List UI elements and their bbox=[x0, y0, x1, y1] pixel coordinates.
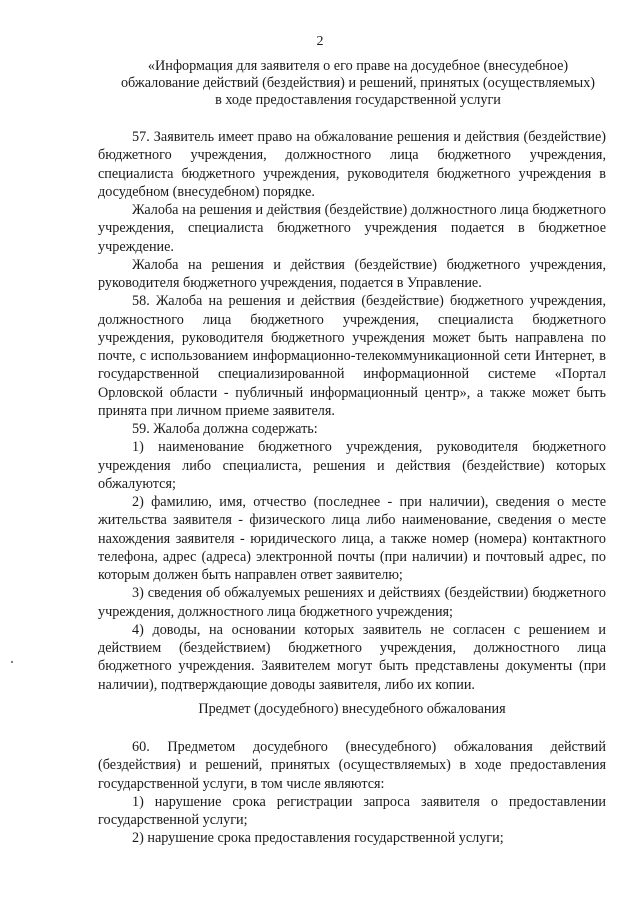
list-item-59-1: 1) наименование бюджетного учреждения, руководителя бюджетного учреждения либо специалиста, решения и действия (бездействие) которых обжалуются; bbox=[98, 439, 606, 492]
scan-speck bbox=[11, 661, 13, 663]
list-item-60-1: 1) нарушение срока регистрации запроса заявителя о предоставлении государственной услуги; bbox=[98, 793, 606, 828]
list-item-59-4: 4) доводы, на основании которых заявитель не согласен с решением и действием (бездействием) бюджетного учреждения, должностного лица бюджетного учреждения. Заявителем могут быть представлены документы (при наличии), подтверждающие доводы заявителя, либо их копии. bbox=[98, 621, 606, 693]
paragraph-59: 59. Жалоба должна содержать: bbox=[132, 421, 318, 437]
paragraph-57: 57. Заявитель имеет право на обжалование решения и действия (бездействие) бюджетного учреждения, должностного лица бюджетного учреждения, специалиста бюджетного учреждения, руководителя бюджетного учреждения в досудебном (внесудебном) порядке. bbox=[98, 129, 606, 200]
paragraph-complaint-institution: Жалоба на решения и действия (бездействие) должностного лица бюджетного учреждения, специалиста бюджетного учреждения подается в бюджетное учреждение. bbox=[98, 202, 606, 255]
list-item-60-2: 2) нарушение срока предоставления государственной услуги; bbox=[132, 830, 504, 847]
section-heading: «Информация для заявителя о его праве на досудебное (внесудебное) обжалование действий (бездействия) и решений, принятых (осуществляемых) в ходе предоставления государственной услуги bbox=[120, 58, 596, 109]
list-item-59-3: 3) сведения об обжалуемых решениях и действиях (бездействии) бюджетного учреждения, должностного лица бюджетного учреждения; bbox=[98, 585, 606, 620]
paragraph-complaint-administration: Жалоба на решения и действия (бездействие) бюджетного учреждения, руководителя бюджетного учреждения, подается в Управление. bbox=[98, 256, 606, 291]
list-item-59-2: 2) фамилию, имя, отчество (последнее - при наличии), сведения о месте жительства заявителя - физического лица либо наименование, сведения о месте нахождения заявителя - юридического лица, а также номер (номера) контактного телефона, адрес (адреса) электронной почты (при наличии) и почтовый адрес, по которым должен быть направлен ответ заявителю; bbox=[98, 494, 606, 583]
body-text bbox=[98, 128, 606, 694]
page-number: 2 bbox=[316, 34, 324, 49]
body-text-continued bbox=[98, 738, 606, 848]
paragraph-60: 60. Предметом досудебного (внесудебного) обжалования действий (бездействия) и решений, принятых (осуществляемых) в ходе предоставления государственной услуги, в том числе являются: bbox=[98, 739, 606, 792]
paragraph-58: 58. Жалоба на решения и действия (бездействие) бюджетного учреждения, должностного лица бюджетного учреждения, специалиста бюджетного учреждения, руководителя бюджетного учреждения может быть направлена по почте, с использованием информационно-телекоммуникационной сети Интернет, в государственной специализированной информационной системе «Портал Орловской области - публичный информационный центр», а также может быть принята при личном приеме заявителя. bbox=[98, 293, 606, 419]
subsection-title: Предмет (досудебного) внесудебного обжалования bbox=[198, 701, 506, 717]
